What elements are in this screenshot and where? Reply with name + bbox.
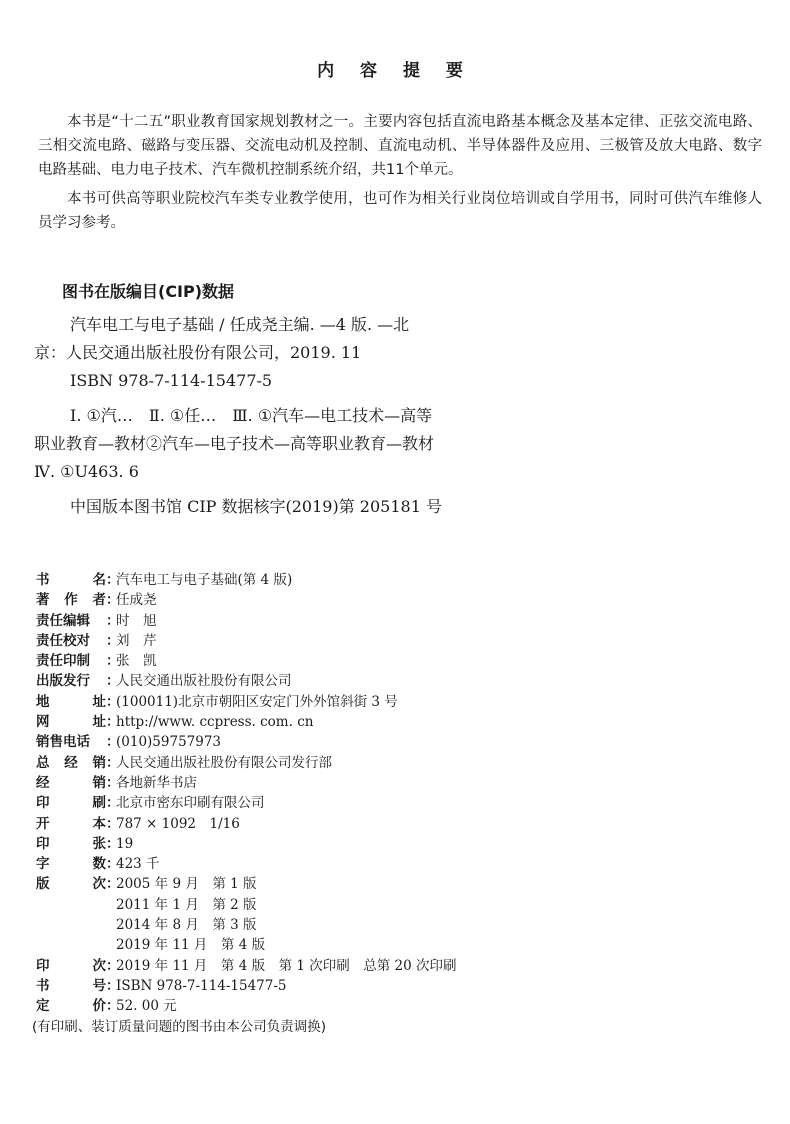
colophon-value: 人民交通出版社股份有限公司 <box>116 673 292 690</box>
colophon-value: (100011)北京市朝阳区安定门外外馆斜街 3 号 <box>116 693 398 710</box>
colophon-value: 423 千 <box>116 856 160 873</box>
summary-paragraph-1: 本书是“十二五”职业教育国家规划教材之一。主要内容包括直流电路基本概念及基本定律、正弦交流电路、三相交流电路、磁路与变压器、交流电动机及控制、直流电动机、半导体器件及应用、三极管及放大电路、数字电路基础、电力电子技术、汽车微机控制系统介绍，共11个单元。 <box>38 114 762 178</box>
colophon-value: 北京市密东印刷有限公司 <box>116 795 265 812</box>
colophon-label: 字 数 <box>36 856 106 873</box>
colophon-label: 印 刷 <box>36 795 106 812</box>
colophon-label: 经 销 <box>36 774 106 791</box>
colophon-label: 印 张 <box>36 835 106 852</box>
colophon <box>32 570 736 1037</box>
colophon-row: 总 经 销 ： 人民交通出版社股份有限公司发行部 <box>36 753 736 773</box>
colophon-row: 地 址 ： (100011)北京市朝阳区安定门外外馆斜街 3 号 <box>36 692 736 712</box>
colophon-row: 版 次 ： 2005 年 9 月 第 1 版 <box>36 874 736 894</box>
colophon-value: ISBN 978-7-114-15477-5 <box>116 977 287 994</box>
colophon-row: 印 张 ： 19 <box>36 834 736 854</box>
edition-history-line: 2014 年 8 月 第 3 版 <box>116 917 257 934</box>
colophon-row: 开 本 ： 787 × 1092 1/16 <box>36 814 736 834</box>
summary-section <box>38 110 762 240</box>
colophon-label: 责任印制 <box>36 653 90 670</box>
page-title: 内 容 提 要 <box>317 61 473 81</box>
colophon-row: 网 址 ： http://www. ccpress. com. cn <box>36 712 736 732</box>
colophon-value: 汽车电工与电子基础(第 4 版) <box>116 572 293 588</box>
colophon-row: 定 价 ： 52. 00 元 <box>36 996 736 1016</box>
colophon-value: 52. 00 元 <box>116 998 177 1015</box>
colophon-label: 销售电话 <box>36 734 90 751</box>
colophon-row: 书 号 ： ISBN 978-7-114-15477-5 <box>36 976 736 996</box>
colophon-value: 2005 年 9 月 第 1 版 <box>116 876 257 893</box>
colophon-row: 经 销 ： 各地新华书店 <box>36 773 736 793</box>
cip-heading: 图书在版编目(CIP)数据 <box>62 282 235 301</box>
summary-paragraph-2: 本书可供高等职业院校汽车类专业教学使用，也可作为相关行业岗位培训或自学用书，同时可供汽车维修人员学习参考。 <box>38 191 762 231</box>
colophon-value: 各地新华书店 <box>116 774 197 791</box>
footnote: (有印刷、装订质量问题的图书由本公司负责调换) <box>32 1018 327 1035</box>
cip-line-isbn: ISBN 978-7-114-15477-5 <box>70 371 273 390</box>
colophon-label: 定 价 <box>36 998 106 1015</box>
colophon-row: 印 次 ： 2019 年 11 月 第 4 版 第 1 次印刷 总第 20 次印刷 <box>36 956 736 976</box>
colophon-label: 出版发行 <box>36 673 90 690</box>
edition-history-line: 2019 年 11 月 第 4 版 <box>116 937 266 954</box>
colophon-label: 责任编辑 <box>36 612 90 629</box>
edition-history-line: 2011 年 1 月 第 2 版 <box>116 896 257 913</box>
colophon-label: 网 址 <box>36 714 106 731</box>
colophon-value: (010)59757973 <box>116 734 222 751</box>
colophon-row: 字 数 ： 423 千 <box>36 854 736 874</box>
colophon-row: 责任校对 ： 刘 芹 <box>36 631 736 651</box>
cip-line-record-number: 中国版本图书馆 CIP 数据核字(2019)第 205181 号 <box>70 497 442 516</box>
colophon-label: 地 址 <box>36 693 106 710</box>
colophon-label: 印 次 <box>36 957 106 974</box>
colophon-row: 销售电话 ： (010)59757973 <box>36 732 736 752</box>
colophon-value: 任成尧 <box>116 592 157 609</box>
colophon-row: 著 作 者 ： 任成尧 <box>36 590 736 610</box>
colophon-value: http://www. ccpress. com. cn <box>116 714 314 731</box>
colophon-row: 责任印制 ： 张 凯 <box>36 651 736 671</box>
colophon-label: 书 名 <box>36 572 106 588</box>
colophon-row: 印 刷 ： 北京市密东印刷有限公司 <box>36 793 736 813</box>
colophon-row: 书 名 ： 汽车电工与电子基础(第 4 版) <box>36 570 736 590</box>
colophon-label: 责任校对 <box>36 632 90 649</box>
colophon-label: 书 号 <box>36 977 106 994</box>
cip-line-title: 汽车电工与电子基础 / 任成尧主编. —4 版. —北 <box>70 315 410 334</box>
colophon-value: 张 凯 <box>116 653 157 670</box>
cip-line-subjects: Ⅰ. ①汽… Ⅱ. ①任… Ⅲ. ①汽车—电工技术—高等 <box>70 406 433 425</box>
colophon-row: 出版发行 ： 人民交通出版社股份有限公司 <box>36 671 736 691</box>
colophon-label: 版 次 <box>36 876 106 893</box>
colophon-value: 19 <box>116 835 134 852</box>
colophon-value: 刘 芹 <box>116 632 157 649</box>
colophon-label: 著 作 者 <box>36 592 106 609</box>
cip-line-classification: Ⅳ. ①U463. 6 <box>34 462 139 481</box>
colophon-value: 时 旭 <box>116 612 157 629</box>
colophon-row: 责任编辑 ： 时 旭 <box>36 611 736 631</box>
cip-line-subjects-cont: 职业教育—教材②汽车—电子技术—高等职业教育—教材 <box>34 434 435 453</box>
cip-line-publisher: 京：人民交通出版社股份有限公司，2019. 11 <box>34 343 362 362</box>
cip-block <box>34 311 542 521</box>
colophon-value: 人民交通出版社股份有限公司发行部 <box>116 754 332 771</box>
colophon-label: 开 本 <box>36 815 106 832</box>
colophon-label: 总 经 销 <box>36 754 106 771</box>
colophon-value: 2019 年 11 月 第 4 版 第 1 次印刷 总第 20 次印刷 <box>116 957 457 974</box>
colophon-value: 787 × 1092 1/16 <box>116 815 240 832</box>
